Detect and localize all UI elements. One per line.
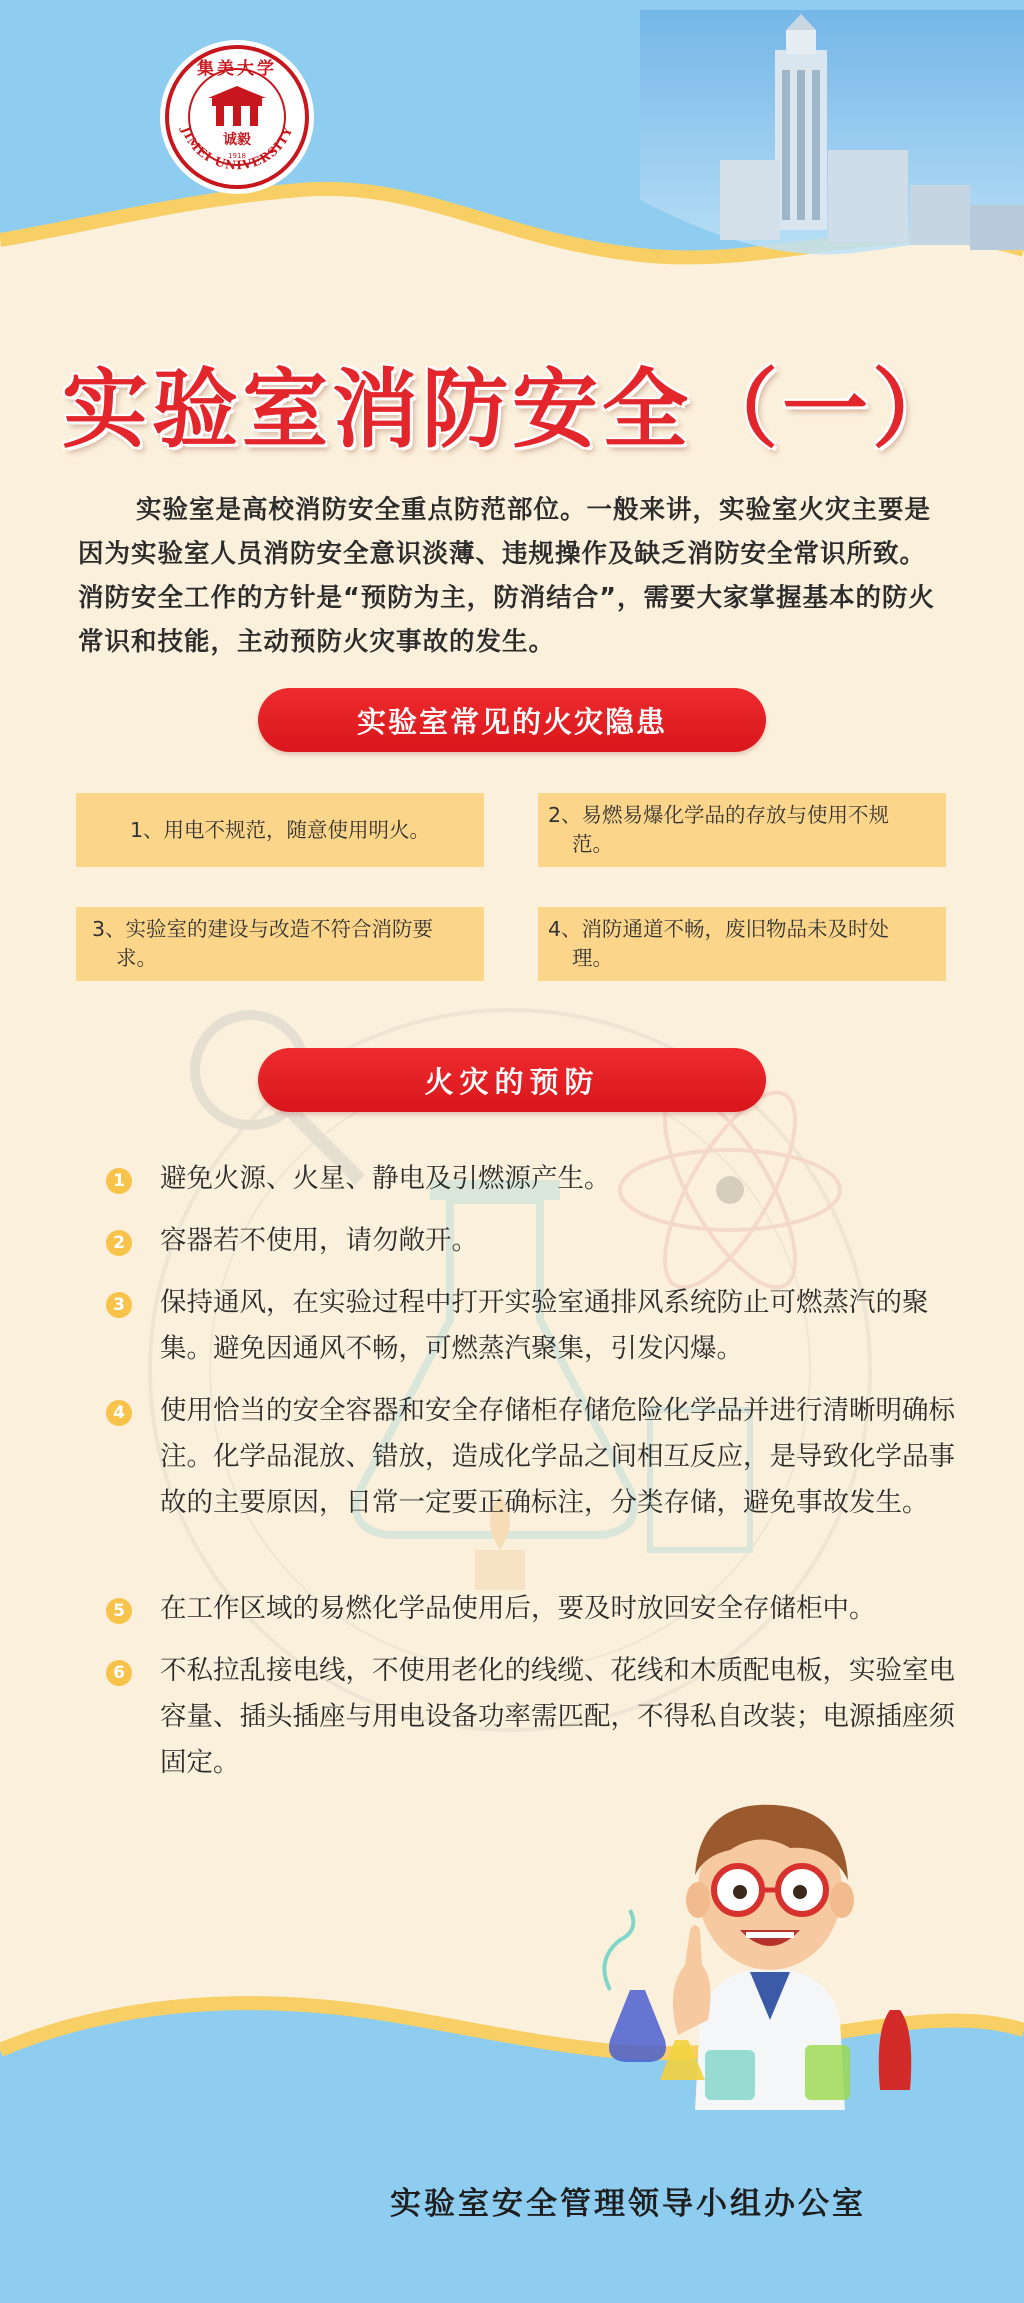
prevention-item: 不私拉乱接电线，不使用老化的线缆、花线和木质配电板，实验室电容量、插头插座与用电设备功率需匹配，不得私自改装；电源插座须固定。 xyxy=(160,1655,955,1778)
number-badge: 5 xyxy=(106,1598,132,1624)
hazard-item xyxy=(538,793,946,867)
hazard-item xyxy=(76,793,484,867)
hazard-item-text: 4、消防通道不畅，废旧物品未及时处理。 xyxy=(548,917,890,970)
number-badge: 2 xyxy=(106,1230,132,1256)
hazard-item-text: 3、实验室的建设与改造不符合消防要求。 xyxy=(92,917,434,970)
prevention-item: 在工作区域的易燃化学品使用后，要及时放回安全存储柜中。 xyxy=(160,1593,876,1624)
university-building-photo xyxy=(600,10,1024,260)
svg-text:1918: 1918 xyxy=(228,152,246,160)
hazard-item xyxy=(538,907,946,981)
hazards-heading: 实验室常见的火灾隐患 xyxy=(258,688,766,752)
page-title: 实验室消防安全（一） xyxy=(62,360,962,460)
number-badge: 4 xyxy=(106,1400,132,1426)
number-badge: 6 xyxy=(106,1660,132,1686)
svg-text:诚毅: 诚毅 xyxy=(223,132,251,148)
number-badge: 3 xyxy=(106,1292,132,1318)
scientist-cartoon xyxy=(590,1790,950,2110)
hazard-item-text: 2、易燃易爆化学品的存放与使用不规范。 xyxy=(548,803,890,856)
prevention-item: 保持通风，在实验过程中打开实验室通排风系统防止可燃蒸汽的聚集。避免因通风不畅，可燃蒸汽聚集，引发闪爆。 xyxy=(160,1287,929,1364)
university-logo xyxy=(158,38,316,196)
intro-paragraph: 实验室是高校消防安全重点防范部位。一般来讲，实验室火灾主要是因为实验室人员消防安全意识淡薄、违规操作及缺乏消防安全常识所致。消防安全工作的方针是“预防为主，防消结合”，需要大家掌握基本的防火常识和技能，主动预防火灾事故的发生。 xyxy=(78,495,936,657)
footer-organization: 实验室安全管理领导小组办公室 xyxy=(390,2186,866,2222)
prevention-heading: 火灾的预防 xyxy=(258,1048,766,1112)
prevention-item: 容器若不使用，请勿敞开。 xyxy=(160,1225,478,1256)
svg-text:JIMEI UNIVERSITY: JIMEI UNIVERSITY xyxy=(178,124,296,173)
hazard-item xyxy=(76,907,484,981)
hazard-item-text: 1、用电不规范，随意使用明火。 xyxy=(129,817,431,842)
svg-text:集美大学: 集美大学 xyxy=(197,59,277,79)
number-badge: 1 xyxy=(106,1168,132,1194)
prevention-item: 避免火源、火星、静电及引燃源产生。 xyxy=(160,1163,611,1194)
prevention-item: 使用恰当的安全容器和安全存储柜存储危险化学品并进行清晰明确标注。化学品混放、错放，造成化学品之间相互反应，是导致化学品事故的主要原因，日常一定要正确标注，分类存储，避免事故发生。 xyxy=(160,1395,955,1518)
